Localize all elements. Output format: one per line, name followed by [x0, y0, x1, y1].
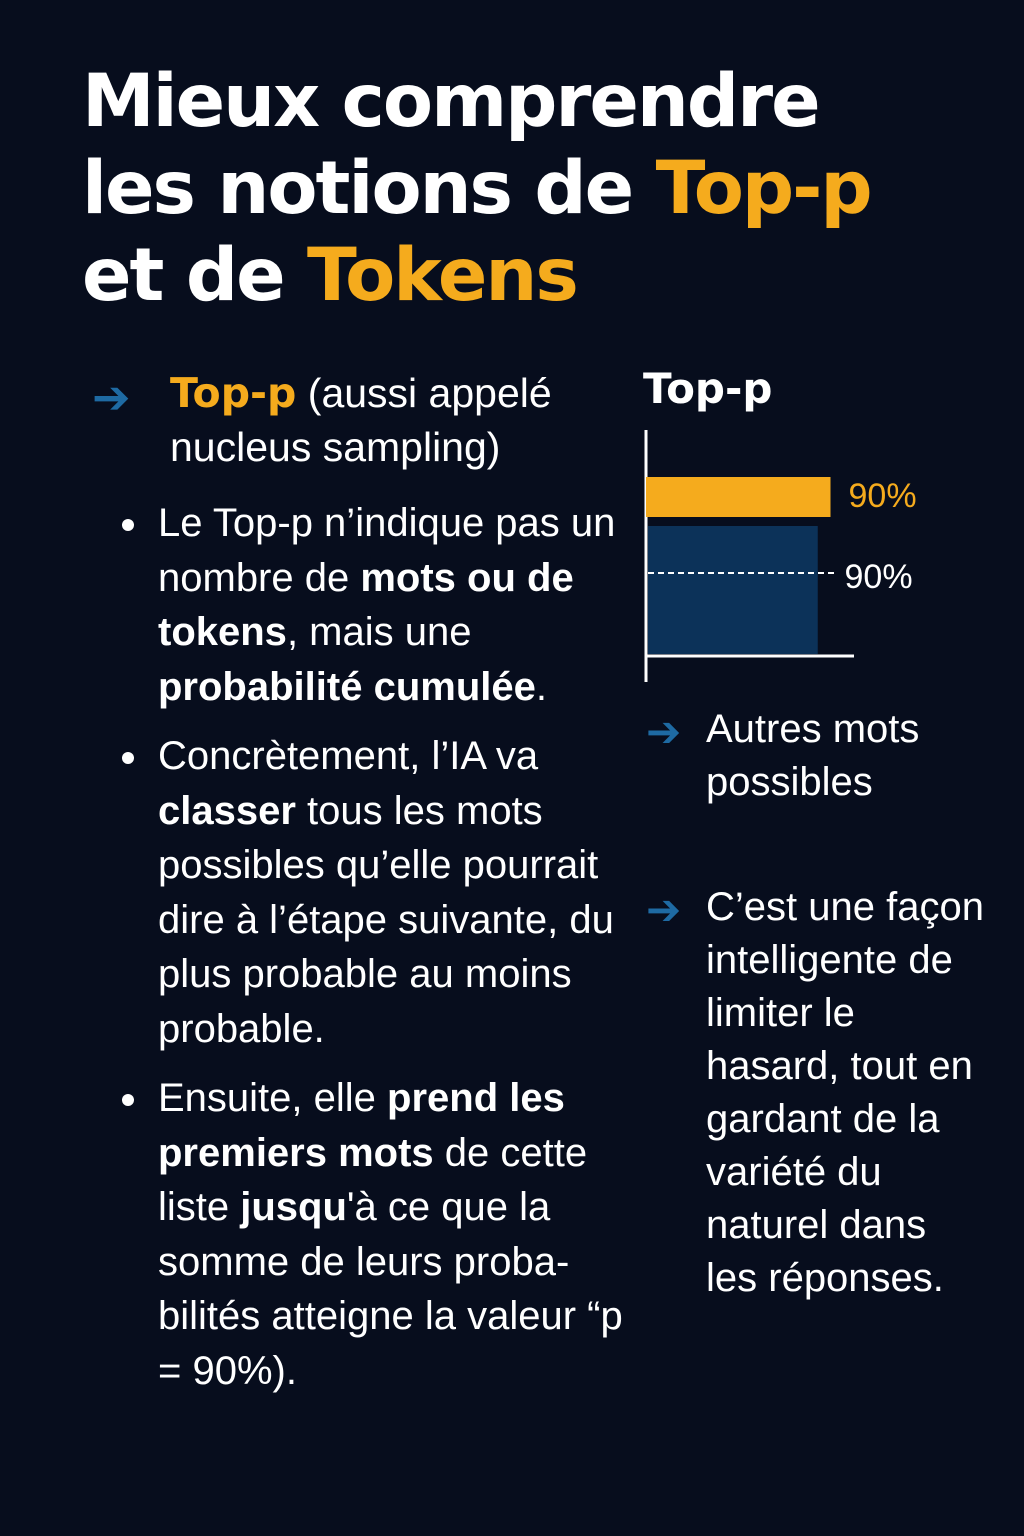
bullet-item — [118, 1071, 638, 1398]
topp-chart — [630, 420, 960, 690]
bullet-item — [118, 496, 638, 714]
bar-cumulative — [646, 477, 831, 517]
title-line2-accent: Top-p — [655, 146, 871, 231]
topp-keyword: Top-p — [170, 369, 297, 417]
side-item-explanation — [646, 881, 986, 1305]
bullet-list — [118, 496, 638, 1413]
topp-heading-rest: (aussi appelé nucleus sampling) — [170, 370, 552, 470]
title-line2-prefix: les notions de — [82, 146, 656, 231]
side-item-other-words — [646, 703, 986, 809]
bar-threshold — [648, 526, 818, 654]
bullet-dot-icon — [122, 1094, 134, 1106]
bar-label: 90% — [848, 477, 917, 515]
topp-heading — [92, 366, 652, 474]
side-item-text: C’est une façon intelligente de limiter le hasard, tout en gardant de la variété du naturel dans les réponses. — [706, 885, 984, 1300]
title-line3-accent: Tokens — [307, 233, 577, 318]
topp-heading-text — [170, 366, 652, 474]
arrow-right-icon: ➔ — [646, 885, 682, 934]
bullet-bold-text: probabilité cumulée — [158, 664, 536, 709]
page-title — [82, 58, 982, 319]
bullet-text: . — [535, 664, 547, 709]
bullet-bold-text: jusqu — [240, 1185, 347, 1229]
bullet-text: 'à ce que la somme de leurs proba-bilités atteigne la valeur “p = 90%). — [158, 1185, 623, 1393]
arrow-right-icon: ➔ — [646, 707, 682, 756]
bullet-bold-text: classer — [158, 788, 296, 833]
bullet-bold-text: mots ou de tokens — [158, 555, 574, 654]
bullet-dot-icon — [122, 752, 134, 764]
bullet-text: Le Top-p n’indique pas un nombre de — [158, 501, 616, 600]
bullet-item — [118, 729, 638, 1056]
bullet-bold-text: prend les premiers mots — [158, 1076, 565, 1175]
title-line3-prefix: et de — [82, 233, 308, 318]
chart-title: Top-p — [643, 364, 773, 413]
bullet-text: de cette liste — [158, 1130, 588, 1229]
side-item-text: Autres mots possibles — [706, 707, 920, 804]
bullet-text: Ensuite, elle — [158, 1076, 388, 1120]
bullet-text: Concrètement, l’IA va — [158, 734, 539, 778]
title-line1: Mieux comprendre — [82, 59, 819, 144]
bullet-dot-icon — [122, 519, 134, 531]
bullet-text: , mais une — [286, 610, 472, 654]
arrow-right-icon: ➔ — [92, 370, 131, 424]
threshold-label: 90% — [844, 558, 913, 596]
bullet-text: tous les mots possibles qu’elle pourrait dire à l’étape suivante, du plus probable au moins probable. — [158, 788, 614, 1051]
